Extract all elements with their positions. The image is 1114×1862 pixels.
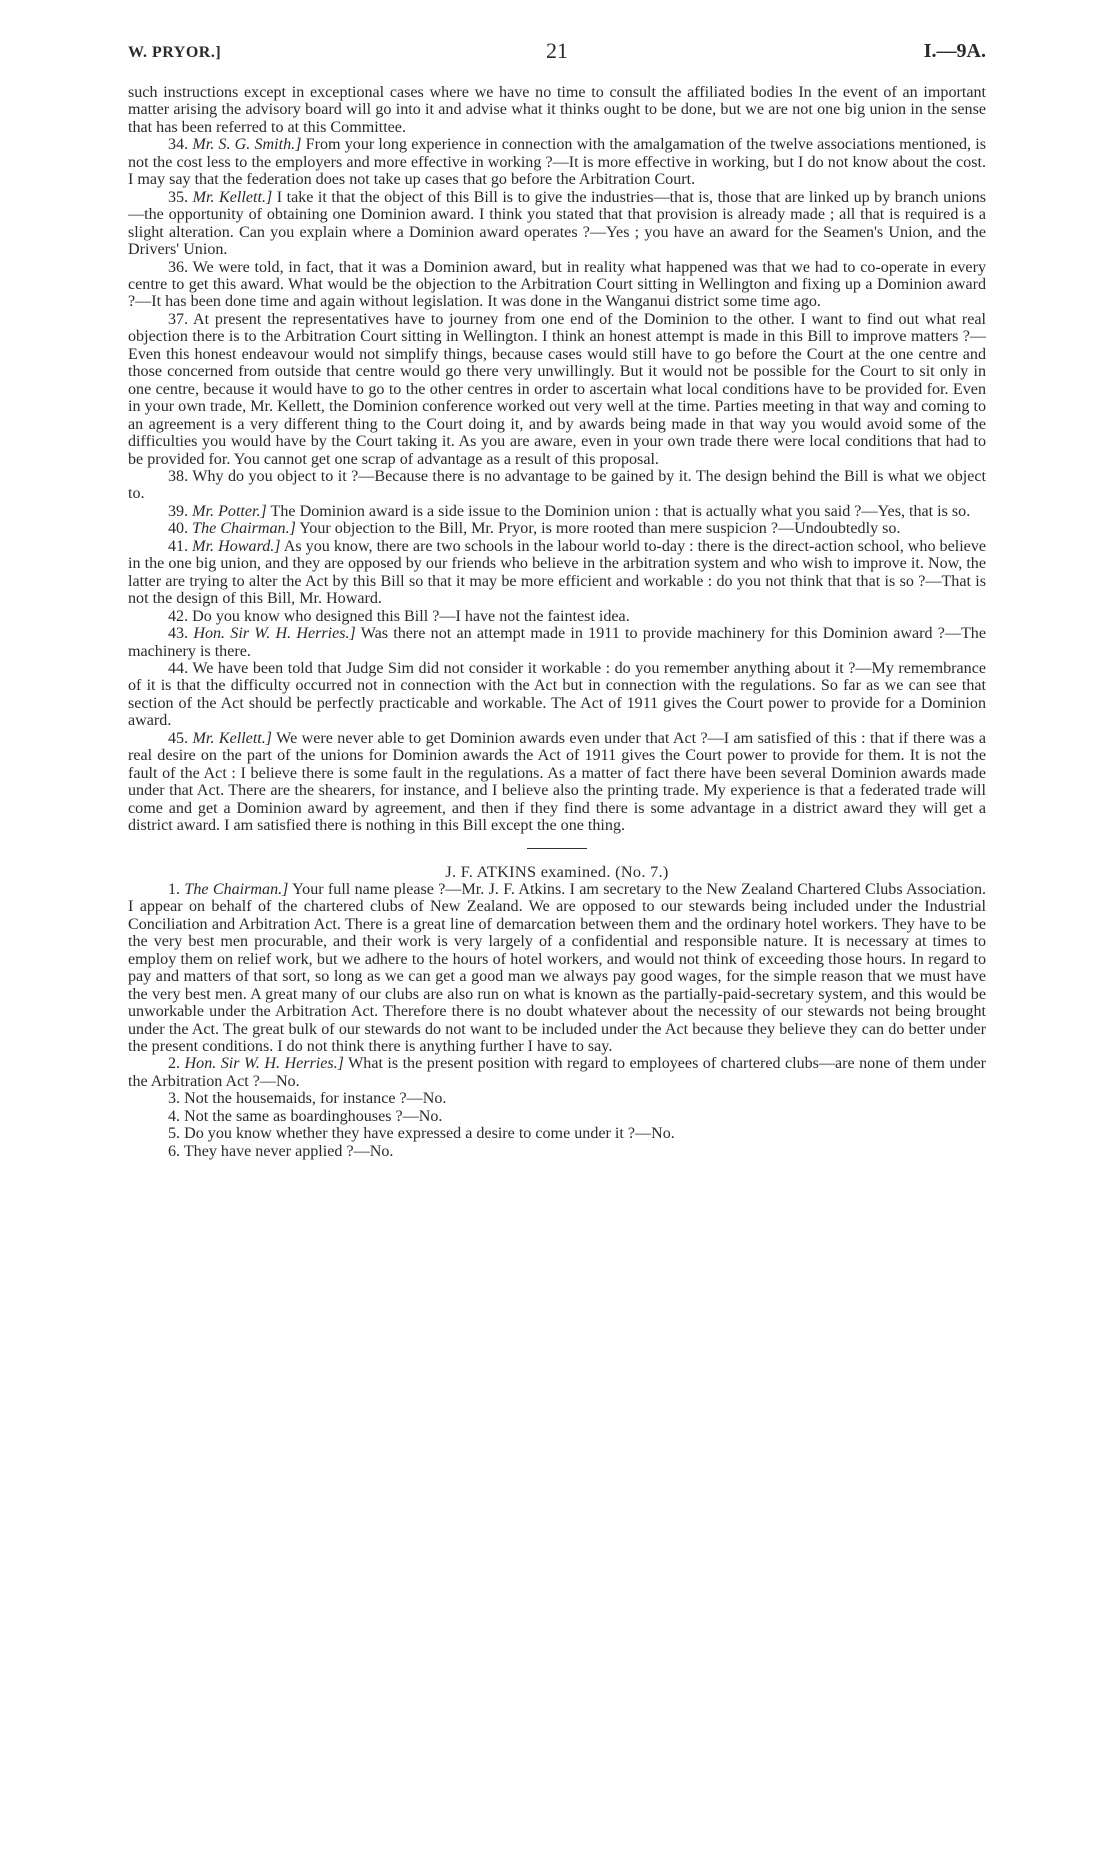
question-text: Was there not an attempt made in 1911 to provide machinery for this Dominion award ?—The machinery is there. [128,625,986,660]
question-number: 40. [168,520,193,538]
speaker-name: Mr. Howard.] [192,537,281,555]
speaker-name: The Chairman.] [192,520,296,538]
question-number: 38. [168,467,193,485]
question-text: The Dominion award is a side issue to the Dominion union : that is actually what you said ?—Yes, that is so. [266,502,971,520]
question-number: 4. [168,1107,185,1125]
question-paragraph [128,660,986,730]
question-number: 6. [168,1142,184,1160]
question-number: 36. [168,258,193,276]
section-heading: J. F. ATKINS examined. (No. 7.) [445,862,669,882]
question-text: Not the same as boardinghouses ?—No. [184,1107,443,1125]
speaker-name: The Chairman.] [184,880,289,898]
question-paragraph [128,1055,986,1090]
question-paragraph [128,503,986,520]
page-body [128,84,986,1160]
speaker-name: Hon. Sir W. H. Herries.] [184,1055,344,1073]
speaker-name: Mr. Kellett.] [192,729,273,747]
question-number: 37. [168,310,193,328]
question-text: I take it that the object of this Bill is to give the industries—that is, those that are linked up by branch unions—the opportunity of obtaining one Dominion award. I think you stated that that provision is already made ; all that is required is a slight alteration. Can you explain where a Dominion award operates ?—Yes ; you have an award for the Seamen's Union, and the Drivers' Union. [128,188,986,259]
question-text: Your objection to the Bill, Mr. Pryor, is more rooted than mere suspicion ?—Undoubtedly so. [295,520,901,538]
question-number: 34. [168,136,193,154]
question-text: Your full name please ?—Mr. J. F. Atkins. I am secretary to the New Zealand Chartered Clubs Association. I appear on behalf of the chartered clubs of New Zealand. We are opposed to our stewards being included under the Industrial Conciliation and Arbitration Act. There is a great line of demarcation between them and the ordinary hotel workers. They have to be the very best men procurable, and their work is very largely of a confidential and responsible nature. It is necessary at times to employ them on relief work, but we adhere to the hours of hotel workers, and would not think of exceeding those hours. In regard to pay and matters of that sort, so long as we can get a good man we always pay good wages, for the simple reason that we must have the very best men. A great many of our clubs are also run on what is known as the partially-paid-secretary system, and this would be unworkable under the Arbitration Act. Therefore there is no doubt whatever about the necessity of our stewards not being brought under the Act. The great bulk of our stewards do not want to be included under the Act because they believe they can do better under the present conditions. I do not think there is anything further I have to say. [128,880,987,1056]
document-reference: I.—9A. [923,40,986,62]
question-number: 5. [168,1125,185,1143]
question-text: They have never applied ?—No. [183,1142,394,1160]
question-paragraph [128,1125,986,1142]
question-number: 39. [168,502,193,520]
question-paragraph [128,538,986,608]
examination-pryor [128,136,986,834]
question-text: As you know, there are two schools in the labour world to-day : there is the direct-action school, who believe in the one big union, and they are opposed by our friends who believe in the arbitration system and who wish to improve it. Now, the latter are trying to alter the Act by this Bill so that it may be more efficient and workable : do you not think that that is so ?—That is not the design of this Bill, Mr. Howard. [128,537,987,608]
question-text: Do you know whether they have expressed a desire to come under it ?—No. [184,1125,675,1143]
question-paragraph [128,311,986,468]
question-number: 43. [168,625,194,643]
question-paragraph [128,136,986,188]
speaker-name: Mr. Kellett.] [192,188,273,206]
question-paragraph [128,468,986,503]
question-paragraph [128,625,986,660]
question-number: 42. [168,607,193,625]
page-header [128,38,986,68]
question-number: 35. [168,188,193,206]
question-number: 45. [168,729,193,747]
question-text: From your long experience in connection with the amalgamation of the twelve associations mentioned, is not the cost less to the employers and more effective in working ?—It is more effective in working, but I do not know about the cost. I may say that the federation does not take up cases that go before the Arbitration Court. [128,136,987,189]
question-paragraph [128,1108,986,1125]
page-number: 21 [546,38,568,63]
speaker-name: Mr. Potter.] [192,502,267,520]
question-paragraph [128,881,986,1056]
question-paragraph [128,520,986,537]
question-text: We have been told that Judge Sim did not consider it workable : do you remember anything about it ?—My remembrance of it is that the difficulty occurred not in connection with the Act but in connection with the regulations. So far as we can see that section of the Act should be perfectly practicable and workable. The Act of 1911 gives the Court power to provide for a Dominion award. [128,659,986,730]
question-text: We were never able to get Dominion awards even under that Act ?—I am satisfied of this : that if there was a real desire on the part of the unions for Dominion awards the Act of 1911 gives the Court power to provide for them. It is not the fault of the Act : I believe there is some fault in the regulations. As a matter of fact there have been several Dominion awards made under that Act. There are the shearers, for instance, and I believe also the printing trade. My experience is that a federated trade will come and get a Dominion award by agreement, and then if they find there is some advantage in a district award they will get a district award. I am satisfied there is nothing in this Bill except the one thing. [128,729,986,835]
question-paragraph [128,189,986,259]
question-number: 3. [168,1090,185,1108]
question-paragraph [128,1143,986,1160]
section-divider [527,848,587,849]
question-paragraph [128,730,986,835]
question-number: 44. [168,659,193,677]
question-paragraph [128,1090,986,1107]
speaker-name: Mr. S. G. Smith.] [192,136,302,154]
question-text: At present the representatives have to journey from one end of the Dominion to the other. I want to find out what real objection there is to the Arbitration Court sitting in Wellington. I think an honest attempt is made in this Bill to improve matters ?—Even this honest endeavour would not simplify things, because cases would still have to go before the Court at the one centre and those concerned from outside that centre would go there very unwillingly. But it would not be possible for the Court to sit only in one centre, because it would have to go to the other centres in order to ascertain what local conditions have to be provided for. Even in your own trade, Mr. Kellett, the Dominion conference worked out very well at the time. Parties meeting in that way and coming to an agreement is a very different thing to the Court doing it, and by awards being made in that way you would avoid some of the difficulties you would have by the Court taking it. As you are aware, even in your own trade there were local conditions that had to be provided for. You cannot get one scrap of advantage as a result of this proposal. [128,310,986,468]
examination-atkins [128,881,986,1160]
intro-paragraph: such instructions except in exceptional cases where we have no time to consult the affiliated bodies In the event of an important matter arising the advisory board will go into it and advise what it thinks ought to be done, but we are not one big union in the sense that has been referred to at this Committee. [128,84,986,136]
header-witness: W. PRYOR.] [128,44,222,61]
question-paragraph [128,608,986,625]
question-text: What is the present position with regard to employees of chartered clubs—are none of them under the Arbitration Act ?—No. [128,1055,986,1090]
question-number: 1. [168,880,185,898]
speaker-name: Hon. Sir W. H. Herries.] [193,625,356,643]
question-text: Do you know who designed this Bill ?—I have not the faintest idea. [192,607,630,625]
question-number: 41. [168,537,193,555]
question-text: We were told, in fact, that it was a Dominion award, but in reality what happened was that we had to co-operate in every centre to get this award. What would be the objection to the Arbitration Court sitting in Wellington and fixing up a Dominion award ?—It has been done time and again without legislation. It was done in the Wanganui district some time ago. [128,258,986,311]
question-text: Not the housemaids, for instance ?—No. [184,1090,447,1108]
question-paragraph [128,259,986,311]
question-number: 2. [168,1055,185,1073]
question-text: Why do you object to it ?—Because there is no advantage to be gained by it. The design behind the Bill is what we object to. [128,467,987,503]
